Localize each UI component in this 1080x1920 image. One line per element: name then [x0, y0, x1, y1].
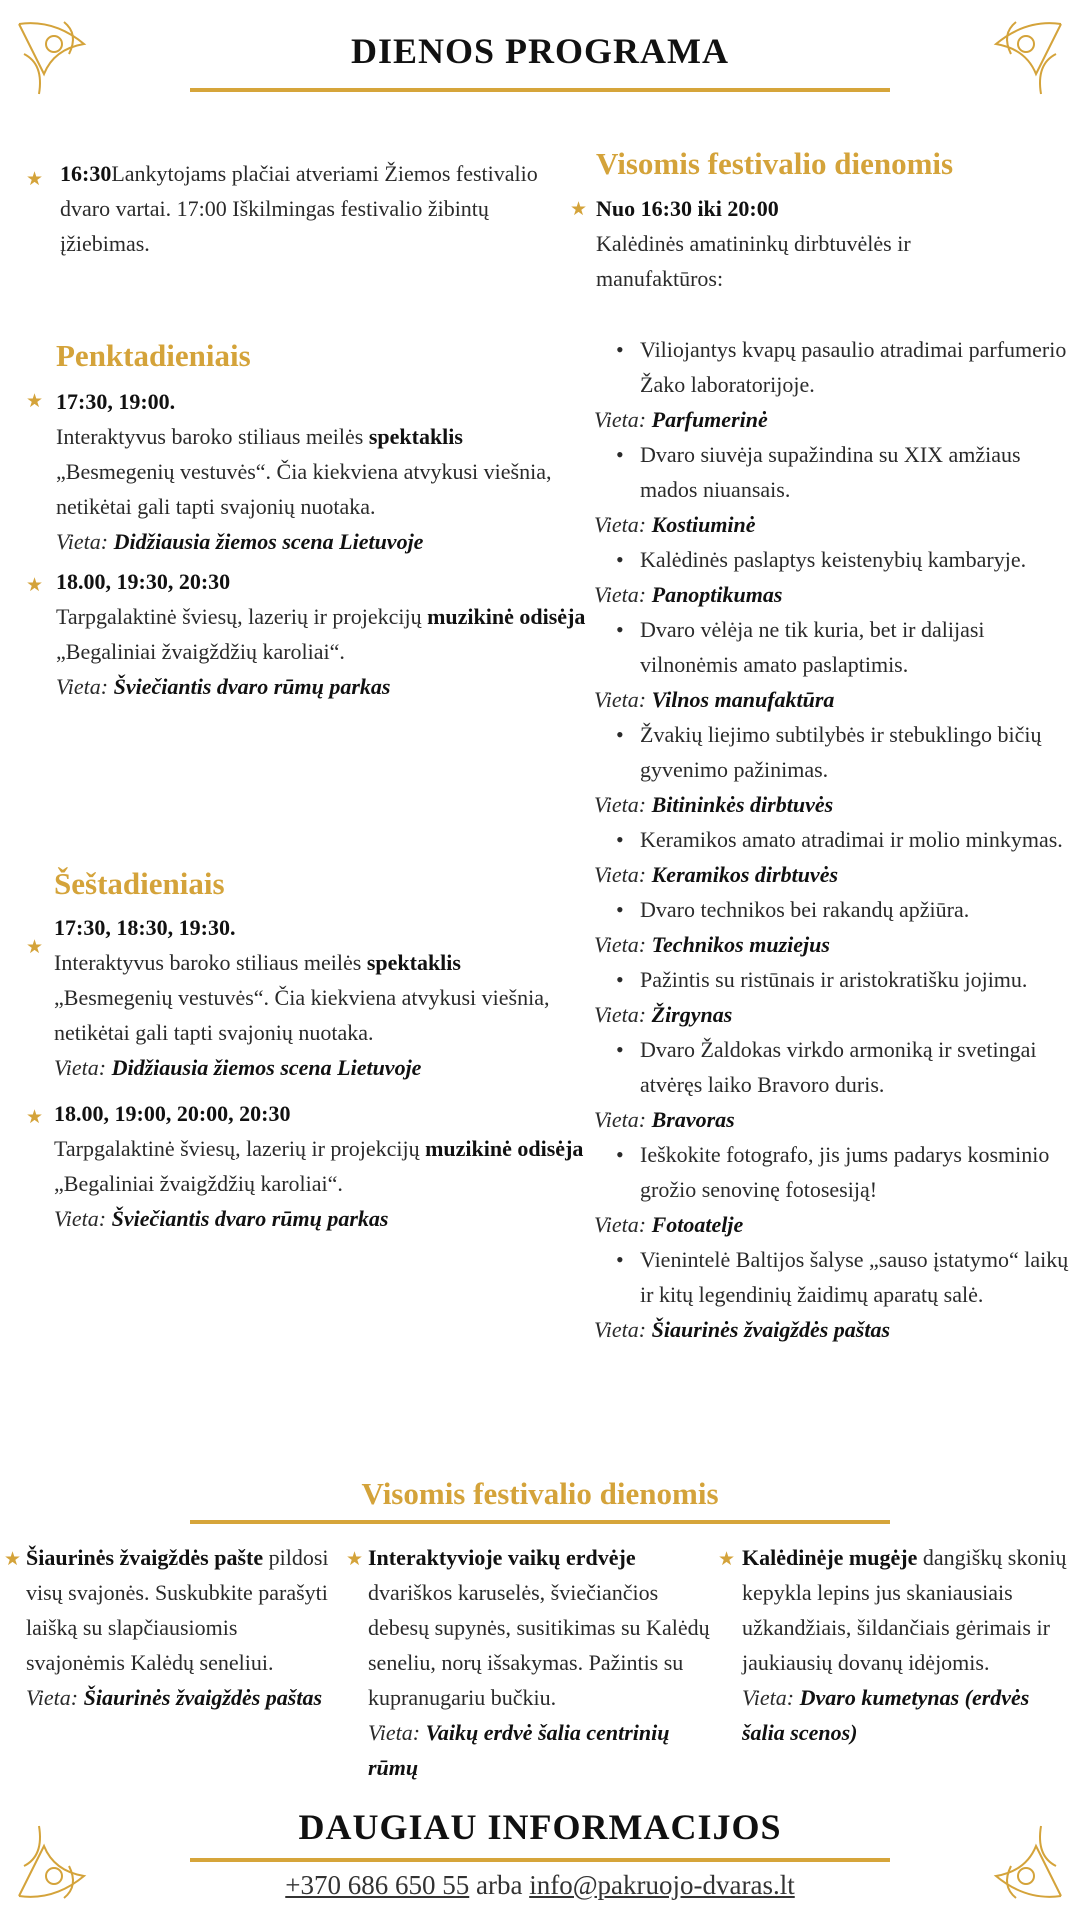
workshop-venue: [594, 1207, 1074, 1242]
event-time: 18.00, 19:00, 20:00, 20:30: [54, 1101, 291, 1126]
star-icon: ★: [718, 1549, 736, 1570]
venue-label: Vieta:: [368, 1720, 426, 1745]
workshop-list: [594, 717, 1074, 787]
event-text: „Begaliniai žvaigždžių karoliai“.: [54, 1171, 343, 1196]
star-icon: ★: [26, 937, 44, 958]
venue-label: Vieta:: [54, 1206, 112, 1231]
column-bold: Interaktyvioje vaikų erdvėje: [368, 1545, 636, 1570]
event-text: Tarpgalaktinė šviesų, lazerių ir projekcijų: [56, 604, 428, 629]
friday-heading: Penktadieniais: [56, 338, 251, 373]
star-icon: ★: [4, 1549, 22, 1570]
workshop-item: • Keramikos amato atradimai ir molio minkymas.: [640, 822, 1074, 857]
opening-description: Lankytojams plačiai atveriami Žiemos festivalio dvaro vartai. 17:00 Iškilmingas festivalio žibintų įžiebimas.: [60, 161, 538, 256]
event-description: [54, 945, 584, 1050]
venue-label: Vieta:: [54, 1055, 112, 1080]
venue-label: Vieta:: [594, 407, 652, 432]
star-icon: ★: [26, 391, 44, 412]
workshop-venue: [594, 507, 1074, 542]
opening-text: [60, 156, 570, 261]
saturday-event-1: [54, 910, 584, 1085]
star-icon: ★: [26, 1107, 44, 1128]
footer-title: DAUGIAU INFORMACIJOS: [298, 1807, 782, 1847]
event-text: Tarpgalaktinė šviesų, lazerių ir projekcijų: [54, 1136, 426, 1161]
workshop-item: • Žvakių liejimo subtilybės ir stebuklingo bičių gyvenimo pažinimas.: [640, 717, 1074, 787]
workshop-list: [594, 1242, 1074, 1312]
workshop-list: [594, 437, 1074, 507]
workshop-list: [594, 542, 1074, 577]
event-bold: muzikinė odisėja: [425, 1136, 584, 1161]
footer-rule: [190, 1858, 890, 1862]
workshops-list: [594, 332, 1074, 1347]
workshop-venue: [594, 997, 1074, 1032]
venue-name: Šiaurinės žvaigždės paštas: [651, 1317, 891, 1342]
event-bold: spektaklis: [368, 424, 463, 449]
workshop-venue: [594, 1102, 1074, 1137]
venue-name: Šviečiantis dvaro rūmų parkas: [111, 1206, 389, 1231]
venue-label: Vieta:: [26, 1685, 84, 1710]
venue-label: Vieta:: [56, 674, 114, 699]
venue-label: Vieta:: [742, 1685, 800, 1710]
event-text: „Begaliniai žvaigždžių karoliai“.: [56, 639, 345, 664]
title-rule: [190, 88, 890, 92]
venue-name: Šviečiantis dvaro rūmų parkas: [113, 674, 391, 699]
workshops-description: Kalėdinės amatininkų dirbtuvėlės ir manufaktūros:: [596, 231, 911, 291]
event-time: 18.00, 19:30, 20:30: [56, 569, 231, 594]
venue-name: Kostiuminė: [651, 512, 756, 537]
venue-label: Vieta:: [594, 1002, 652, 1027]
workshop-venue: [594, 682, 1074, 717]
venue-label: Vieta:: [594, 862, 652, 887]
event-bold: muzikinė odisėja: [427, 604, 586, 629]
workshops-heading: Visomis festivalio dienomis: [596, 146, 954, 181]
workshops-time: Nuo 16:30 iki 20:00: [596, 196, 779, 221]
event-venue: [54, 1050, 584, 1085]
all-days-column-1: [26, 1540, 336, 1715]
event-venue: [54, 1201, 594, 1236]
venue-name: Žirgynas: [651, 1002, 733, 1027]
column-text: pildosi visų svajonės. Suskubkite parašyti laišką su slapčiausiomis svajonėmis Kalėdų seneliui.: [26, 1545, 329, 1675]
workshop-item: • Dvaro vėlėja ne tik kuria, bet ir dalijasi vilnonėmis amato paslaptimis.: [640, 612, 1074, 682]
event-description: [54, 1131, 594, 1201]
venue-name: Didžiausia žiemos scena Lietuvoje: [113, 529, 424, 554]
email-link[interactable]: info@pakruojo-dvaras.lt: [529, 1870, 795, 1900]
friday-event-2: [56, 564, 596, 704]
venue-label: Vieta:: [594, 792, 652, 817]
column-bold: Šiaurinės žvaigždės pašte: [26, 1545, 264, 1570]
workshop-venue: [594, 402, 1074, 437]
all-days-column-2: [368, 1540, 720, 1785]
column-text: dvariškos karuselės, šviečiančios debesų supynės, susitikimas su Kalėdų seneliu, norų išsakymas. Pažintis su kupranugariu bučkiu.: [368, 1580, 710, 1710]
star-icon: ★: [570, 199, 588, 220]
workshop-item: • Vienintelė Baltijos šalyse „sauso įstatymo“ laikų ir kitų legendinių žaidimų aparatų salė.: [640, 1242, 1074, 1312]
workshop-item: • Dvaro siuvėja supažindina su XIX amžiaus mados niuansais.: [640, 437, 1074, 507]
venue-name: Fotoatelje: [651, 1212, 744, 1237]
venue-name: Šiaurinės žvaigždės paštas: [83, 1685, 323, 1710]
event-venue: [56, 669, 596, 704]
phone-link[interactable]: +370 686 650 55: [285, 1870, 470, 1900]
venue-name: Vilnos manufaktūra: [651, 687, 835, 712]
contact-or: arba: [469, 1870, 530, 1900]
workshop-venue: [594, 927, 1074, 962]
saturday-event-2: [54, 1096, 594, 1236]
column-bold: Kalėdinėje mugėje: [742, 1545, 918, 1570]
star-icon: ★: [26, 169, 44, 190]
event-text: „Besmegenių vestuvės“. Čia kiekviena atvykusi viešnia, netikėtai gali tapti svajonių nuotaka.: [56, 459, 552, 519]
venue-name: Didžiausia žiemos scena Lietuvoje: [111, 1055, 422, 1080]
all-days-heading: Visomis festivalio dienomis: [361, 1476, 719, 1511]
venue-label: Vieta:: [594, 1317, 652, 1342]
venue-label: Vieta:: [594, 582, 652, 607]
workshop-list: [594, 1032, 1074, 1102]
venue-label: Vieta:: [594, 687, 652, 712]
venue-name: Dvaro kumetynas (erdvės šalia scenos): [742, 1685, 1030, 1745]
venue-name: Bravoras: [651, 1107, 735, 1132]
event-bold: spektaklis: [366, 950, 461, 975]
column-text: dangiškų skonių kepykla lepins jus skaniausiais užkandžiais, šildančiais gėrimais ir jaukiausių dovanų idėjomis.: [742, 1545, 1067, 1675]
event-text: Interaktyvus baroko stiliaus meilės: [56, 424, 369, 449]
event-text: „Besmegenių vestuvės“. Čia kiekviena atvykusi viešnia, netikėtai gali tapti svajonių nuotaka.: [54, 985, 550, 1045]
event-description: [56, 599, 596, 669]
venue-label: Vieta:: [594, 932, 652, 957]
workshop-venue: [594, 1312, 1074, 1347]
venue-label: Vieta:: [594, 512, 652, 537]
venue-name: Parfumerinė: [651, 407, 768, 432]
workshop-list: [594, 612, 1074, 682]
workshop-item: • Pažintis su ristūnais ir aristokratišku jojimu.: [640, 962, 1074, 997]
venue-name: Panoptikumas: [651, 582, 783, 607]
venue-name: Technikos muziejus: [651, 932, 830, 957]
workshop-venue: [594, 787, 1074, 822]
all-days-column-3: [742, 1540, 1076, 1750]
event-time: 17:30, 18:30, 19:30.: [54, 915, 236, 940]
workshop-list: [594, 962, 1074, 997]
workshop-list: [594, 332, 1074, 402]
venue-name: Vaikų erdvė šalia centrinių rūmų: [368, 1720, 670, 1780]
venue-label: Vieta:: [594, 1212, 652, 1237]
venue-name: Keramikos dirbtuvės: [651, 862, 839, 887]
page-title: DIENOS PROGRAMA: [350, 31, 729, 71]
workshops-intro: [596, 191, 1036, 296]
event-description: [56, 419, 586, 524]
workshop-venue: [594, 857, 1074, 892]
workshop-item: • Dvaro Žaldokas virkdo armoniką ir svetingai atvėręs laiko Bravoro duris.: [640, 1032, 1074, 1102]
star-icon: ★: [346, 1549, 364, 1570]
workshop-list: [594, 822, 1074, 857]
star-icon: ★: [26, 575, 44, 596]
saturday-heading: Šeštadieniais: [54, 866, 225, 901]
venue-label: Vieta:: [594, 1107, 652, 1132]
workshop-list: [594, 1137, 1074, 1207]
workshop-item: • Dvaro technikos bei rakandų apžiūra.: [640, 892, 1074, 927]
workshop-venue: [594, 577, 1074, 612]
opening-time: 16:30: [60, 161, 112, 186]
all-days-rule: [190, 1520, 890, 1524]
event-venue: [56, 524, 586, 559]
venue-name: Bitininkės dirbtuvės: [651, 792, 834, 817]
event-time: 17:30, 19:00.: [56, 389, 176, 414]
contact-line: [0, 1870, 1080, 1901]
workshop-item: • Ieškokite fotografo, jis jums padarys kosminio grožio senovinę fotosesiją!: [640, 1137, 1074, 1207]
event-text: Interaktyvus baroko stiliaus meilės: [54, 950, 367, 975]
workshop-item: • Viliojantys kvapų pasaulio atradimai parfumerio Žako laboratorijoje.: [640, 332, 1074, 402]
workshop-item: • Kalėdinės paslaptys keistenybių kambaryje.: [640, 542, 1074, 577]
workshop-list: [594, 892, 1074, 927]
friday-event-1: [56, 384, 586, 559]
venue-label: Vieta:: [56, 529, 114, 554]
